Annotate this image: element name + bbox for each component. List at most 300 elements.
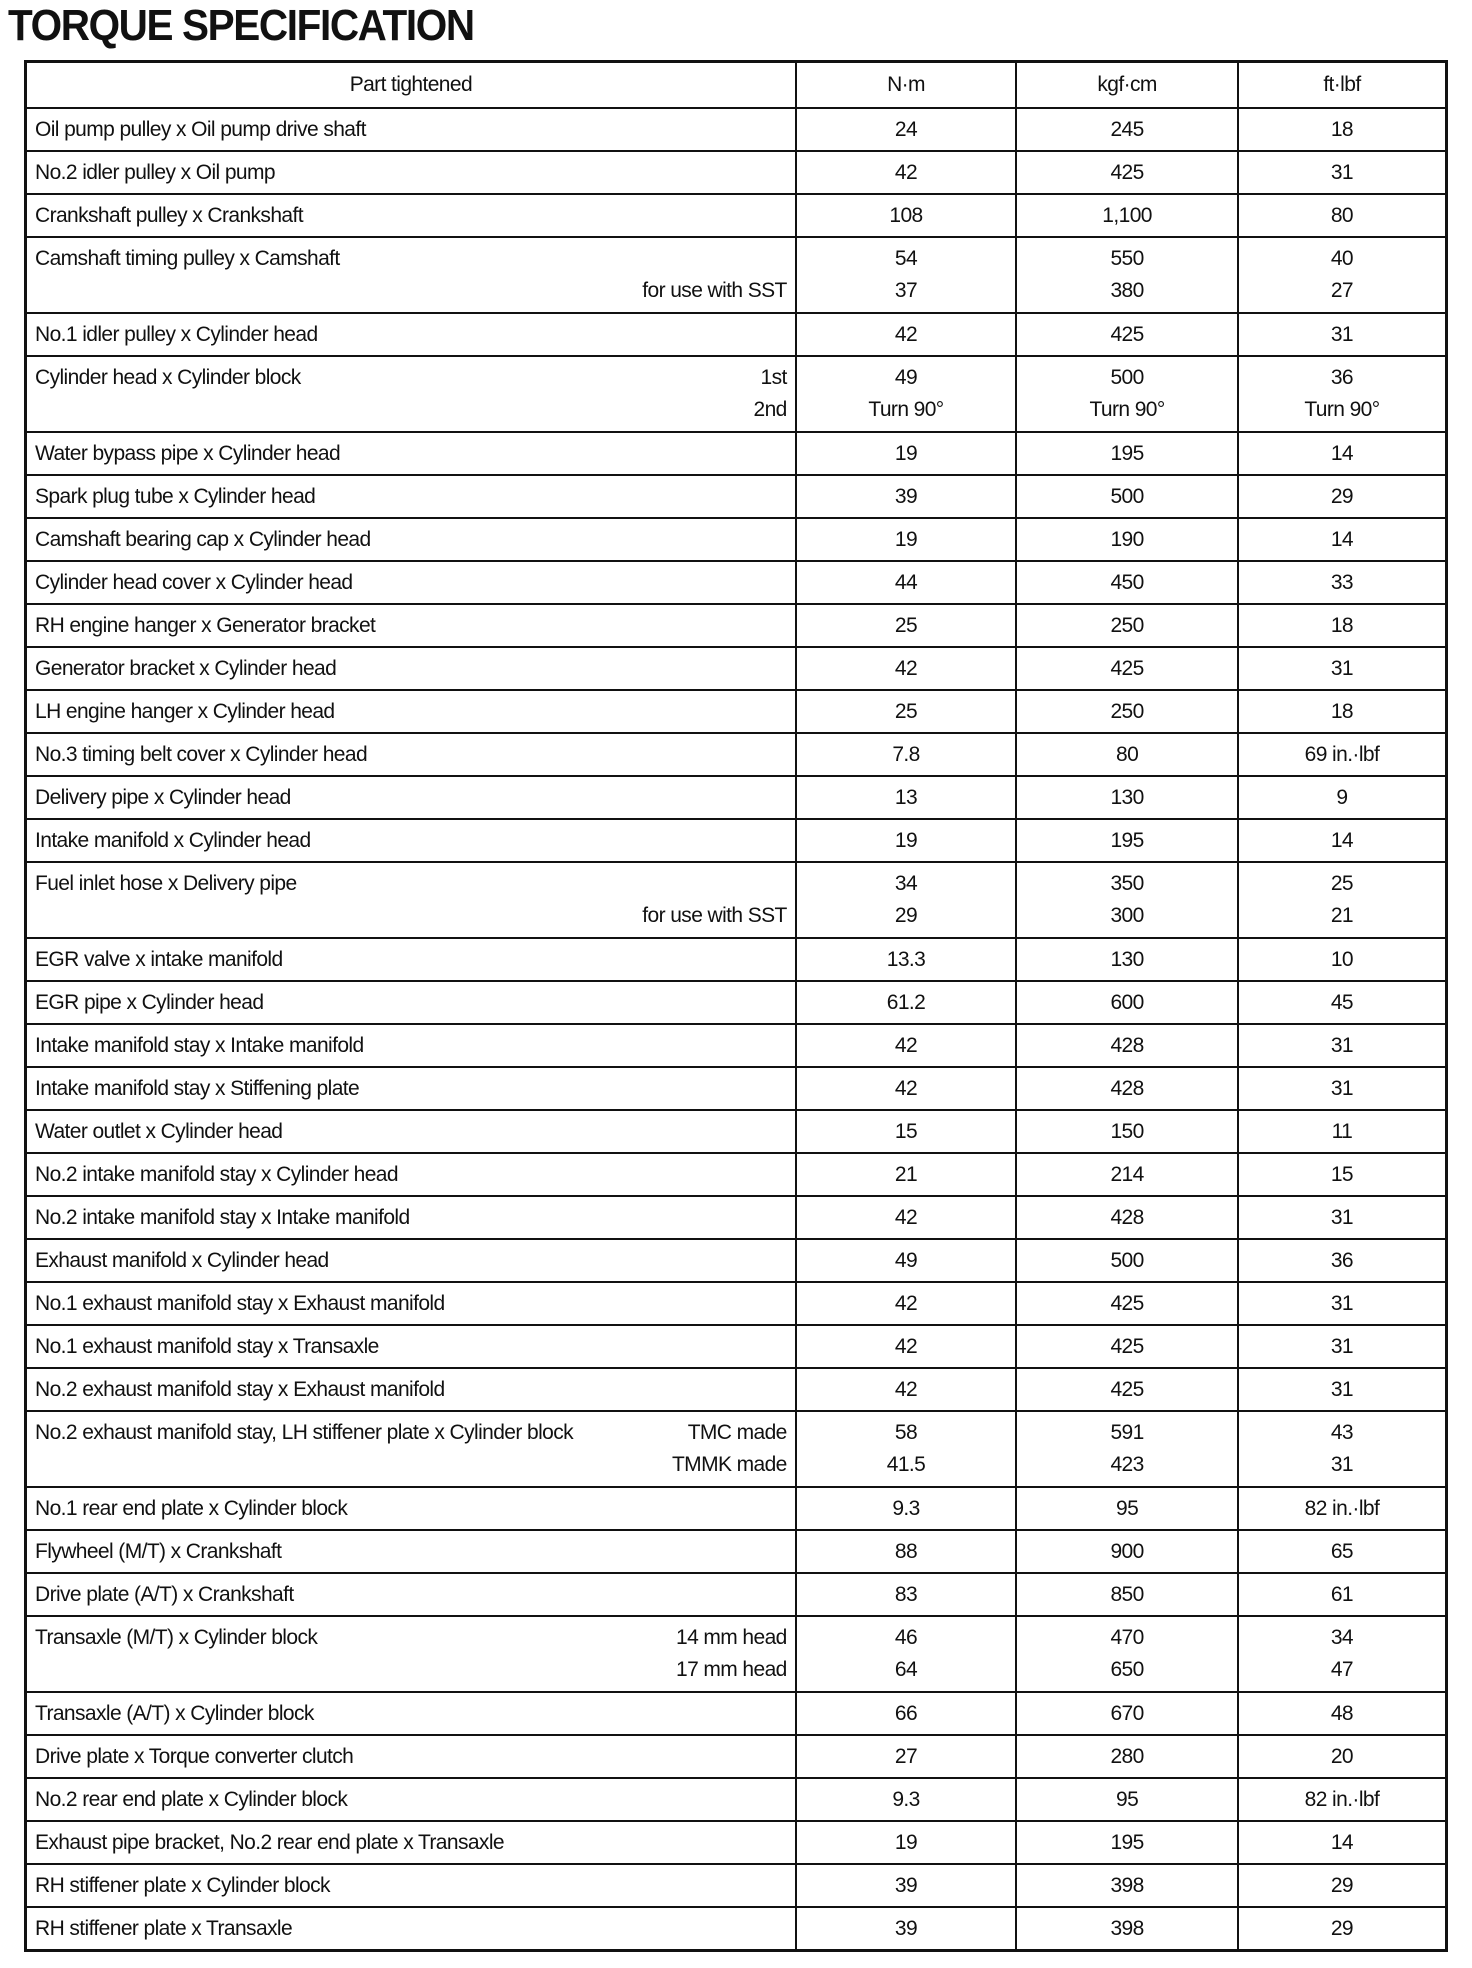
ftlbf-value: 15	[1330, 1162, 1354, 1186]
part-cell	[26, 862, 796, 938]
ftlbf-value: 14	[1330, 1830, 1354, 1854]
kgfcm-value: 591	[1110, 1421, 1144, 1444]
nm-value-cell	[796, 194, 1017, 237]
kgfcm-value-cell	[1016, 604, 1238, 647]
part-line	[35, 900, 787, 932]
part-line	[35, 1741, 787, 1773]
nm-value-cell	[796, 561, 1017, 604]
nm-value: 19	[894, 527, 918, 551]
kgfcm-value: 850	[1110, 1582, 1144, 1606]
ftlbf-value-cell	[1238, 1778, 1447, 1821]
nm-value-cell	[796, 1821, 1017, 1864]
ftlbf-value: 18	[1330, 613, 1354, 637]
ftlbf-value-cell	[1238, 604, 1447, 647]
nm-value: 13.3	[886, 947, 926, 971]
kgfcm-value-cell	[1016, 561, 1238, 604]
ftlbf-value-cell	[1238, 518, 1447, 561]
part-note: for use with SST	[642, 904, 787, 927]
header-part: Part tightened	[26, 62, 796, 109]
nm-value-cell	[796, 647, 1017, 690]
ftlbf-value-cell	[1238, 1411, 1447, 1487]
table-row	[26, 1067, 1447, 1110]
table-row	[26, 819, 1447, 862]
ftlbf-value: 29	[1330, 1873, 1354, 1897]
kgfcm-value-cell	[1016, 151, 1238, 194]
part-line	[35, 1913, 787, 1945]
kgfcm-value: 398	[1110, 1916, 1144, 1940]
kgfcm-value: 190	[1110, 527, 1144, 551]
ftlbf-value: 31	[1330, 322, 1354, 346]
kgfcm-value: 450	[1110, 570, 1144, 594]
ftlbf-value-cell	[1238, 1153, 1447, 1196]
nm-value-cell	[796, 475, 1017, 518]
nm-value: 66	[894, 1701, 918, 1725]
kgfcm-value: 398	[1110, 1873, 1144, 1897]
ftlbf-value: 29	[1330, 484, 1354, 508]
nm-value: 39	[894, 1873, 918, 1897]
ftlbf-value-cell	[1238, 1692, 1447, 1735]
part-line	[35, 868, 787, 900]
kgfcm-value-cell	[1016, 1821, 1238, 1864]
table-row	[26, 1573, 1447, 1616]
part-name: No.1 exhaust manifold stay x Transaxle	[35, 1334, 379, 1358]
part-line	[35, 782, 787, 814]
kgfcm-value-cell	[1016, 1325, 1238, 1368]
nm-value-cell	[796, 862, 1017, 938]
nm-value: 44	[894, 570, 918, 594]
part-line	[35, 1654, 787, 1686]
ftlbf-value-cell	[1238, 151, 1447, 194]
part-name: No.2 idler pulley x Oil pump	[35, 160, 275, 184]
nm-value-cell	[796, 1692, 1017, 1735]
part-cell	[26, 1110, 796, 1153]
kgfcm-value-cell	[1016, 1196, 1238, 1239]
table-row	[26, 1239, 1447, 1282]
part-name: Intake manifold stay x Stiffening plate	[35, 1076, 360, 1100]
ftlbf-value: 48	[1330, 1701, 1354, 1725]
kgfcm-value: 425	[1110, 1291, 1144, 1315]
part-name: Water bypass pipe x Cylinder head	[35, 441, 341, 465]
ftlbf-value-cell	[1238, 561, 1447, 604]
part-cell	[26, 733, 796, 776]
ftlbf-value: Turn 90°	[1304, 398, 1380, 421]
kgfcm-value-cell	[1016, 1573, 1238, 1616]
nm-value-cell	[796, 1907, 1017, 1951]
nm-value-cell	[796, 1573, 1017, 1616]
kgfcm-value: 300	[1110, 904, 1144, 927]
ftlbf-value: 9	[1336, 785, 1348, 809]
ftlbf-value-cell	[1238, 1282, 1447, 1325]
kgfcm-value: 214	[1110, 1162, 1144, 1186]
nm-value: 24	[894, 117, 918, 141]
part-line	[35, 944, 787, 976]
nm-value: 37	[894, 279, 918, 302]
ftlbf-value-cell	[1238, 1616, 1447, 1692]
part-line	[35, 696, 787, 728]
table-row	[26, 1325, 1447, 1368]
part-name: RH stiffener plate x Transaxle	[35, 1916, 293, 1940]
kgfcm-value: 95	[1115, 1787, 1139, 1811]
ftlbf-value: 82 in.·lbf	[1304, 1787, 1380, 1811]
ftlbf-value-cell	[1238, 1907, 1447, 1951]
part-name: Fuel inlet hose x Delivery pipe	[35, 872, 297, 895]
kgfcm-value: 670	[1110, 1701, 1144, 1725]
ftlbf-value: 18	[1330, 699, 1354, 723]
ftlbf-value: 80	[1330, 203, 1354, 227]
part-name: Camshaft bearing cap x Cylinder head	[35, 527, 371, 551]
part-cell	[26, 1864, 796, 1907]
ftlbf-value: 45	[1330, 990, 1354, 1014]
part-line	[35, 610, 787, 642]
table-row	[26, 938, 1447, 981]
nm-value-cell	[796, 151, 1017, 194]
nm-value: 19	[894, 828, 918, 852]
nm-value-cell	[796, 1487, 1017, 1530]
ftlbf-value: 33	[1330, 570, 1354, 594]
table-row	[26, 690, 1447, 733]
ftlbf-value-cell	[1238, 1110, 1447, 1153]
part-cell	[26, 518, 796, 561]
part-name: Cylinder head cover x Cylinder head	[35, 570, 353, 594]
part-cell	[26, 1282, 796, 1325]
part-cell	[26, 819, 796, 862]
ftlbf-value: 18	[1330, 117, 1354, 141]
part-cell	[26, 981, 796, 1024]
kgfcm-value-cell	[1016, 237, 1238, 313]
part-note: for use with SST	[642, 279, 787, 302]
ftlbf-value: 69 in.·lbf	[1304, 742, 1380, 766]
table-row	[26, 1735, 1447, 1778]
table-row	[26, 1110, 1447, 1153]
ftlbf-value: 20	[1330, 1744, 1354, 1768]
part-cell	[26, 237, 796, 313]
part-name: No.3 timing belt cover x Cylinder head	[35, 742, 368, 766]
kgfcm-value-cell	[1016, 1907, 1238, 1951]
nm-value-cell	[796, 733, 1017, 776]
ftlbf-value-cell	[1238, 1735, 1447, 1778]
kgfcm-value-cell	[1016, 690, 1238, 733]
kgfcm-value: 245	[1110, 117, 1144, 141]
kgfcm-value-cell	[1016, 1864, 1238, 1907]
ftlbf-value: 14	[1330, 441, 1354, 465]
part-line	[35, 987, 787, 1019]
table-row	[26, 1778, 1447, 1821]
nm-value: 39	[894, 484, 918, 508]
part-cell	[26, 1487, 796, 1530]
nm-value: 61.2	[886, 990, 926, 1014]
kgfcm-value-cell	[1016, 432, 1238, 475]
kgfcm-value: 195	[1110, 1830, 1144, 1854]
nm-value-cell	[796, 1196, 1017, 1239]
part-cell	[26, 475, 796, 518]
kgfcm-value: 500	[1110, 484, 1144, 508]
ftlbf-value-cell	[1238, 981, 1447, 1024]
nm-value-cell	[796, 1616, 1017, 1692]
kgfcm-value: 425	[1110, 1377, 1144, 1401]
nm-value-cell	[796, 1067, 1017, 1110]
ftlbf-value: 36	[1330, 366, 1354, 389]
part-name: Transaxle (A/T) x Cylinder block	[35, 1701, 314, 1725]
part-name: Oil pump pulley x Oil pump drive shaft	[35, 117, 366, 141]
table-row	[26, 237, 1447, 313]
nm-value: Turn 90°	[868, 398, 944, 421]
part-line	[35, 275, 787, 307]
table-row	[26, 356, 1447, 432]
part-cell	[26, 108, 796, 151]
table-header-row	[26, 62, 1447, 109]
part-name: No.2 exhaust manifold stay, LH stiffener plate x Cylinder block	[35, 1421, 574, 1444]
part-line	[35, 438, 787, 470]
ftlbf-value: 29	[1330, 1916, 1354, 1940]
part-line	[35, 1417, 787, 1449]
part-line	[35, 653, 787, 685]
kgfcm-value-cell	[1016, 1110, 1238, 1153]
kgfcm-value-cell	[1016, 938, 1238, 981]
kgfcm-value: 280	[1110, 1744, 1144, 1768]
part-line	[35, 1827, 787, 1859]
ftlbf-value-cell	[1238, 1067, 1447, 1110]
kgfcm-value: 250	[1110, 613, 1144, 637]
header-kgfcm: kgf·cm	[1016, 62, 1238, 109]
ftlbf-value: 65	[1330, 1539, 1354, 1563]
nm-value: 13	[894, 785, 918, 809]
kgfcm-value: 900	[1110, 1539, 1144, 1563]
nm-value: 21	[894, 1162, 918, 1186]
nm-value-cell	[796, 237, 1017, 313]
ftlbf-value-cell	[1238, 938, 1447, 981]
table-row	[26, 1024, 1447, 1067]
kgfcm-value-cell	[1016, 1239, 1238, 1282]
kgfcm-value-cell	[1016, 1282, 1238, 1325]
table-row	[26, 1616, 1447, 1692]
nm-value-cell	[796, 432, 1017, 475]
nm-value-cell	[796, 356, 1017, 432]
kgfcm-value-cell	[1016, 1067, 1238, 1110]
part-cell	[26, 1411, 796, 1487]
nm-value: 15	[894, 1119, 918, 1143]
part-cell	[26, 1573, 796, 1616]
part-line	[35, 157, 787, 189]
table-row	[26, 1530, 1447, 1573]
part-note: 2nd	[753, 398, 787, 421]
table-row	[26, 1864, 1447, 1907]
ftlbf-value: 10	[1330, 947, 1354, 971]
ftlbf-value-cell	[1238, 690, 1447, 733]
part-line	[35, 1245, 787, 1277]
nm-value: 54	[894, 247, 918, 270]
nm-value: 25	[894, 613, 918, 637]
kgfcm-value-cell	[1016, 313, 1238, 356]
part-line	[35, 1073, 787, 1105]
part-cell	[26, 194, 796, 237]
kgfcm-value-cell	[1016, 1735, 1238, 1778]
nm-value: 41.5	[886, 1453, 926, 1476]
kgfcm-value-cell	[1016, 356, 1238, 432]
part-line	[35, 1159, 787, 1191]
part-line	[35, 567, 787, 599]
table-row	[26, 313, 1447, 356]
nm-value-cell	[796, 1778, 1017, 1821]
part-line	[35, 1622, 787, 1654]
ftlbf-value: 31	[1330, 1377, 1354, 1401]
kgfcm-value-cell	[1016, 647, 1238, 690]
part-cell	[26, 356, 796, 432]
nm-value-cell	[796, 518, 1017, 561]
part-name: EGR valve x intake manifold	[35, 947, 283, 971]
ftlbf-value-cell	[1238, 432, 1447, 475]
table-row	[26, 1282, 1447, 1325]
nm-value-cell	[796, 1282, 1017, 1325]
part-line	[35, 481, 787, 513]
kgfcm-value-cell	[1016, 1153, 1238, 1196]
part-cell	[26, 561, 796, 604]
part-name: Generator bracket x Cylinder head	[35, 656, 337, 680]
part-line	[35, 524, 787, 556]
ftlbf-value: 31	[1330, 1334, 1354, 1358]
ftlbf-value: 31	[1330, 1291, 1354, 1315]
ftlbf-value: 31	[1330, 160, 1354, 184]
table-row	[26, 1368, 1447, 1411]
part-name: No.2 intake manifold stay x Cylinder head	[35, 1162, 398, 1186]
part-note: TMC made	[687, 1421, 787, 1444]
ftlbf-value-cell	[1238, 108, 1447, 151]
part-name: Exhaust pipe bracket, No.2 rear end plate x Transaxle	[35, 1830, 504, 1854]
part-cell	[26, 1368, 796, 1411]
table-row	[26, 475, 1447, 518]
table-row	[26, 862, 1447, 938]
part-line	[35, 1784, 787, 1816]
kgfcm-value: 470	[1110, 1626, 1144, 1649]
part-cell	[26, 1067, 796, 1110]
table-row	[26, 604, 1447, 647]
part-cell	[26, 1907, 796, 1951]
nm-value: 46	[894, 1626, 918, 1649]
part-line	[35, 243, 787, 275]
kgfcm-value: 500	[1110, 1248, 1144, 1272]
kgfcm-value: 428	[1110, 1076, 1144, 1100]
ftlbf-value: 14	[1330, 828, 1354, 852]
nm-value-cell	[796, 981, 1017, 1024]
nm-value: 42	[894, 656, 918, 680]
ftlbf-value-cell	[1238, 194, 1447, 237]
table-row	[26, 647, 1447, 690]
kgfcm-value: Turn 90°	[1089, 398, 1165, 421]
part-name: RH engine hanger x Generator bracket	[35, 613, 376, 637]
kgfcm-value-cell	[1016, 1487, 1238, 1530]
part-cell	[26, 1778, 796, 1821]
part-line	[35, 1331, 787, 1363]
part-cell	[26, 1024, 796, 1067]
nm-value-cell	[796, 776, 1017, 819]
kgfcm-value-cell	[1016, 862, 1238, 938]
nm-value: 42	[894, 1205, 918, 1229]
nm-value: 42	[894, 322, 918, 346]
torque-spec-table	[24, 60, 1448, 1952]
ftlbf-value-cell	[1238, 1024, 1447, 1067]
kgfcm-value: 425	[1110, 1334, 1144, 1358]
part-cell	[26, 151, 796, 194]
ftlbf-value-cell	[1238, 1487, 1447, 1530]
kgfcm-value: 500	[1110, 366, 1144, 389]
nm-value: 7.8	[892, 742, 920, 766]
nm-value-cell	[796, 1864, 1017, 1907]
ftlbf-value-cell	[1238, 313, 1447, 356]
table-row	[26, 1153, 1447, 1196]
part-name: Drive plate x Torque converter clutch	[35, 1744, 354, 1768]
ftlbf-value-cell	[1238, 862, 1447, 938]
kgfcm-value: 195	[1110, 828, 1144, 852]
part-name: Spark plug tube x Cylinder head	[35, 484, 316, 508]
ftlbf-value: 40	[1330, 247, 1354, 270]
kgfcm-value: 650	[1110, 1658, 1144, 1681]
part-name: Cylinder head x Cylinder block	[35, 366, 301, 389]
ftlbf-value: 61	[1330, 1582, 1354, 1606]
nm-value: 42	[894, 160, 918, 184]
ftlbf-value-cell	[1238, 819, 1447, 862]
part-line	[35, 1698, 787, 1730]
nm-value: 108	[889, 203, 923, 227]
nm-value-cell	[796, 108, 1017, 151]
table-row	[26, 1692, 1447, 1735]
nm-value: 9.3	[892, 1496, 920, 1520]
part-line	[35, 1288, 787, 1320]
kgfcm-value-cell	[1016, 108, 1238, 151]
part-cell	[26, 604, 796, 647]
part-name: Crankshaft pulley x Crankshaft	[35, 203, 303, 227]
ftlbf-value: 34	[1330, 1626, 1354, 1649]
kgfcm-value: 150	[1110, 1119, 1144, 1143]
nm-value-cell	[796, 1239, 1017, 1282]
part-name: No.1 exhaust manifold stay x Exhaust manifold	[35, 1291, 445, 1315]
part-line	[35, 1493, 787, 1525]
part-name: No.1 rear end plate x Cylinder block	[35, 1496, 348, 1520]
nm-value-cell	[796, 1411, 1017, 1487]
table-row	[26, 432, 1447, 475]
table-row	[26, 733, 1447, 776]
kgfcm-value: 95	[1115, 1496, 1139, 1520]
nm-value: 58	[894, 1421, 918, 1444]
kgfcm-value-cell	[1016, 776, 1238, 819]
kgfcm-value-cell	[1016, 1692, 1238, 1735]
ftlbf-value-cell	[1238, 1196, 1447, 1239]
kgfcm-value: 425	[1110, 656, 1144, 680]
part-line	[35, 1030, 787, 1062]
ftlbf-value-cell	[1238, 1864, 1447, 1907]
nm-value-cell	[796, 938, 1017, 981]
kgfcm-value: 130	[1110, 785, 1144, 809]
kgfcm-value: 428	[1110, 1033, 1144, 1057]
part-cell	[26, 1153, 796, 1196]
part-name: Exhaust manifold x Cylinder head	[35, 1248, 329, 1272]
kgfcm-value-cell	[1016, 1616, 1238, 1692]
kgfcm-value-cell	[1016, 1530, 1238, 1573]
table-row	[26, 151, 1447, 194]
part-name: Flywheel (M/T) x Crankshaft	[35, 1539, 282, 1563]
ftlbf-value: 31	[1330, 1076, 1354, 1100]
table-row	[26, 518, 1447, 561]
nm-value-cell	[796, 1024, 1017, 1067]
kgfcm-value: 428	[1110, 1205, 1144, 1229]
part-cell	[26, 938, 796, 981]
header-ftlbf: ft·lbf	[1238, 62, 1447, 109]
nm-value: 42	[894, 1334, 918, 1358]
part-line	[35, 739, 787, 771]
part-name: Water outlet x Cylinder head	[35, 1119, 283, 1143]
part-line	[35, 825, 787, 857]
table-row	[26, 776, 1447, 819]
kgfcm-value: 130	[1110, 947, 1144, 971]
table-row	[26, 1907, 1447, 1951]
